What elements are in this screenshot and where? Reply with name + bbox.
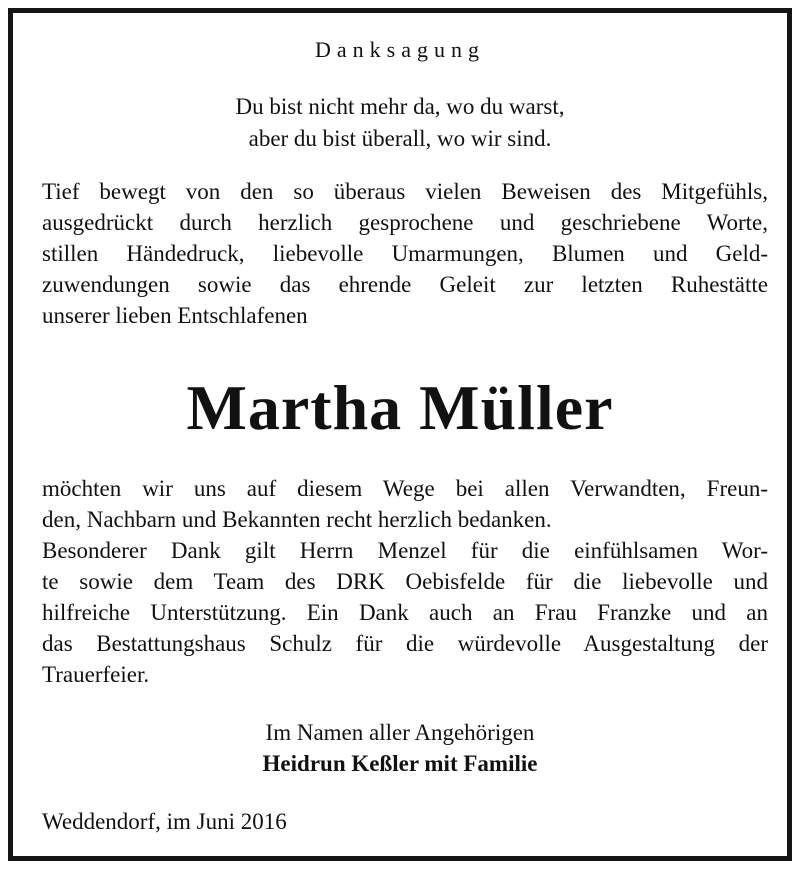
text-line: den, Nachbarn und Bekannten recht herzlich bedanken. [42,507,552,532]
quote-line: Du bist nicht mehr da, wo du warst, [235,94,565,119]
signoff [13,717,787,779]
text-line: Besonderer Dank gilt Herrn Menzel für die einfühlsamen Wor- [42,538,768,563]
quote-line: aber du bist überall, wo wir sind. [248,126,552,151]
quote [13,91,787,155]
text-line: unserer lieben Entschlafenen [42,303,308,328]
text-line: Trauerfeier. [42,662,150,687]
thanks-paragraph-main [42,473,768,690]
signoff-family: Heidrun Keßler mit Familie [262,751,538,776]
thanks-paragraph-intro [42,176,768,331]
text-line: hilfreiche Unterstützung. Ein Dank auch an Frau Franzke und an [42,600,768,625]
text-line: stillen Händedruck, liebevolle Umarmungen, Blumen und Geld- [42,241,768,266]
text-line: Tief bewegt von den so überaus vielen Beweisen des Mitgefühls, [42,179,768,204]
text-line: das Bestattungshaus Schulz für die würdevolle Ausgestaltung der [42,631,768,656]
notice-heading: Danksagung [315,37,485,62]
notice-frame [8,8,792,861]
text-line: möchten wir uns auf diesem Wege bei allen Verwandten, Freun- [42,476,768,501]
place-date: Weddendorf, im Juni 2016 [42,809,287,834]
text-line: te sowie dem Team des DRK Oebisfelde für die liebevolle und [42,569,768,594]
signoff-line: Im Namen aller Angehörigen [265,720,535,745]
deceased-name: Martha Müller [186,372,614,443]
text-line: ausgedrückt durch herzlich gesprochene und geschriebene Worte, [42,210,768,235]
text-line: zuwendungen sowie das ehrende Geleit zur letzten Ruhestätte [42,272,768,297]
